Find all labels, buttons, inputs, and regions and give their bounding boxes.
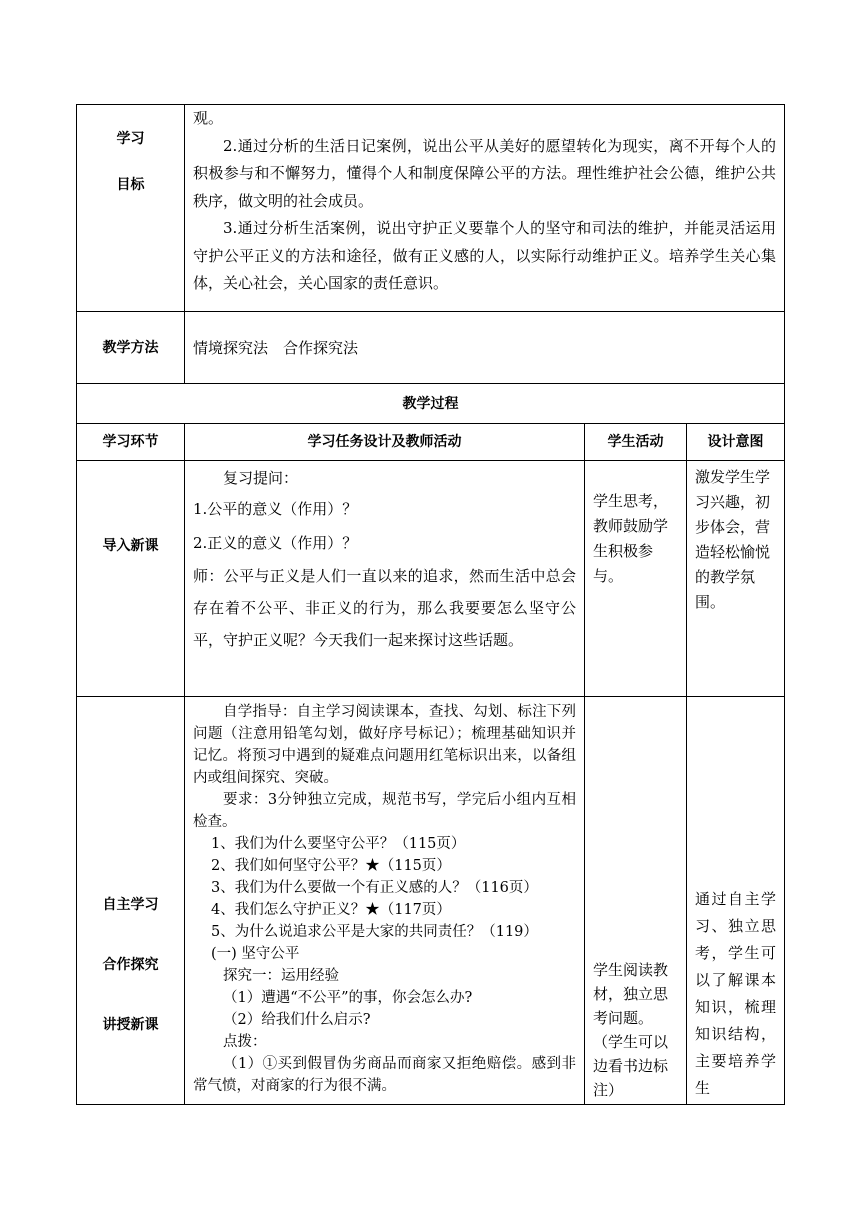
intro-intent: 激发学生学习兴趣，初步体会，营造轻松愉悦的教学氛围。 [687,461,785,697]
goals-label-line2: 目标 [116,177,145,193]
self-explore-q2: （2）给我们什么启示? [223,1012,371,1028]
method-label: 教学方法 [77,312,185,384]
goals-row [77,105,785,312]
goals-label [77,105,185,312]
lesson-plan-table [76,104,785,1105]
method-row [77,312,785,384]
self-student-text: 学生阅读教材，独立思考问题。 [593,961,669,1027]
header-stage: 学习环节 [77,424,185,461]
self-study-label [77,697,185,1105]
intro-student: 学生思考，教师鼓励学生积极参与。 [585,461,687,697]
header-student: 学生活动 [585,424,687,461]
process-title: 教学过程 [77,384,785,424]
self-explore: 探究一：运用经验 [223,968,339,984]
lesson-plan-page [76,104,784,1105]
self-require: 要求：3分钟独立完成，规范书写，学完后小组内互相检查。 [193,792,576,830]
intro-label: 导入新课 [77,461,185,697]
self-study-row [77,697,785,1105]
process-title-row [77,384,785,424]
intro-task-line-4: 师：公平与正义是人们一直以来的追求，然而生活中总会存在着不公平、非正义的行为，那么我要要怎么坚守公平，守护正义呢？今天我们一起来探讨这些话题。 [193,567,576,649]
intro-row [77,461,785,697]
self-explore-q1: （1）遭遇“不公平”的事，你会怎么办? [223,990,473,1006]
self-question-4: 4、我们怎么守护正义？★（117页） [211,902,451,918]
self-study-student [585,697,687,1105]
self-question-3: 3、我们为什么要做一个有正义感的人？（116页） [211,880,538,896]
self-hint-text: （1）①买到假冒伪劣商品而商家又拒绝赔偿。感到非常气愤，对商家的行为很不满。 [193,1056,576,1094]
intro-task-line-3: 2.正义的意义（作用）？ [193,534,358,552]
goals-point-2: 2.通过分析的生活日记案例，说出公平从美好的愿望转化为现实，离不开每个人的积极参与和不懈努力，懂得个人和制度保障公平的方法。理性维护社会公德，维护公共秩序，做文明的社会成员。 [193,136,777,210]
self-study-intent: 通过自主学习、独立思考，学生可以了解课本知识，梳理知识结构，主要培养学生 [687,697,785,1105]
self-study-label-line2: 合作探究 [102,957,159,973]
goals-point-3: 3.通过分析生活案例，说出守护正义要靠个人的坚守和司法的维护，并能灵活运用守护公平正义的方法和途径，做有正义感的人，以实际行动维护正义。培养学生关心集体，关心社会，关心国家的责任意识。 [193,219,777,292]
self-hint: 点拨： [223,1034,267,1050]
header-task: 学习任务设计及教师活动 [185,424,585,461]
intro-task [185,461,585,697]
goals-intro: 观。 [193,109,224,127]
self-sub-heading: (一) 坚守公平 [211,946,300,962]
method-text: 情境探究法 合作探究法 [185,312,785,384]
intro-task-line-1: 复习提问： [223,469,299,487]
self-student-note: （学生可以边看书边标注） [593,1033,669,1099]
intro-task-line-2: 1.公平的意义（作用）？ [193,500,358,518]
self-study-task [185,697,585,1105]
self-question-5: 5、为什么说追求公平是大家的共同责任？（119） [211,924,538,940]
self-study-label-line3: 讲授新课 [102,1017,159,1033]
header-intent: 设计意图 [687,424,785,461]
self-study-label-line1: 自主学习 [102,897,159,913]
goals-label-line1: 学习 [116,131,145,147]
goals-content [185,105,785,312]
self-guide: 自学指导：自主学习阅读课本，查找、勾划、标注下列问题（注意用铅笔勾划，做好序号标记）；梳理基础知识并记忆。将预习中遇到的疑难点问题用红笔标识出来，以备组内或组间探究、突破。 [193,704,576,786]
self-question-2: 2、我们如何坚守公平？★（115页） [211,858,451,874]
column-header-row [77,424,785,461]
self-question-1: 1、我们为什么要坚守公平？（115页） [211,836,466,852]
